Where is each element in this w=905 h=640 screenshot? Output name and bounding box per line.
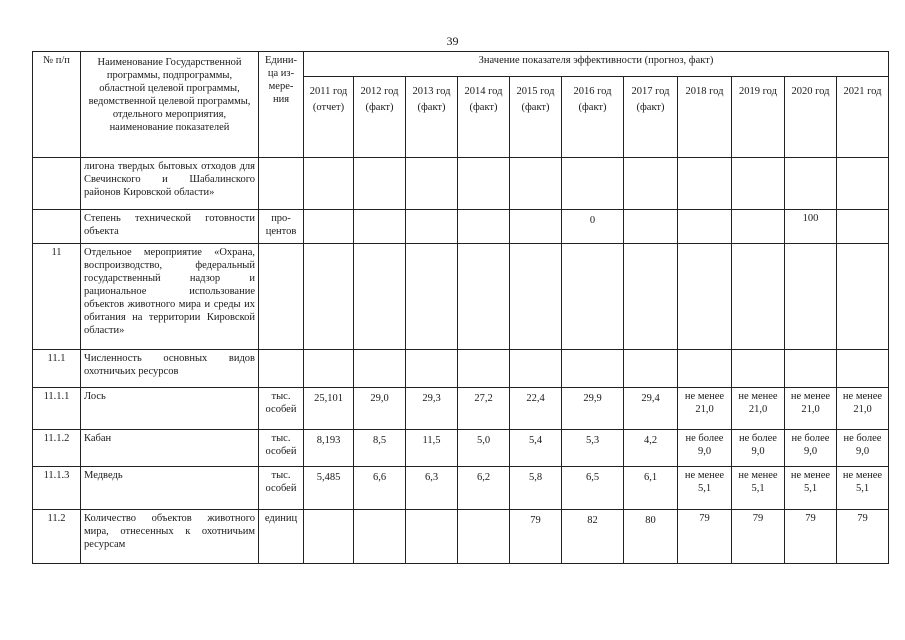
value-cell [510, 158, 562, 210]
header-year-note: (факт) [365, 102, 394, 113]
value-cell [562, 244, 624, 350]
row-unit: тыс. особей [259, 430, 304, 467]
value-cell: 79 [678, 510, 732, 564]
value-cell [624, 158, 678, 210]
value-cell [510, 244, 562, 350]
table-row [33, 158, 889, 210]
value-cell [837, 210, 889, 244]
table-row [33, 510, 889, 564]
value-cell [406, 510, 458, 564]
row-name: Степень технической готовности объекта [81, 210, 259, 244]
value-cell [354, 350, 406, 388]
value-cell: 79 [732, 510, 785, 564]
row-num: 11.1.2 [33, 430, 81, 467]
value-cell [458, 510, 510, 564]
value-cell [458, 210, 510, 244]
value-cell [304, 158, 354, 210]
value-cell [785, 158, 837, 210]
value-cell: 5,0 [458, 430, 510, 467]
value-cell: 6,3 [406, 467, 458, 510]
value-cell: 25,101 [304, 388, 354, 430]
value-cell: 22,4 [510, 388, 562, 430]
header-year-6 [624, 77, 678, 158]
header-year-label: 2011 год [309, 86, 348, 97]
value-cell [678, 350, 732, 388]
value-cell: не более 9,0 [837, 430, 889, 467]
value-cell: 6,5 [562, 467, 624, 510]
value-cell [304, 350, 354, 388]
value-cell [458, 158, 510, 210]
value-cell [678, 210, 732, 244]
header-year-note: (факт) [417, 102, 446, 113]
header-year-label: 2016 год [573, 86, 612, 97]
header-year-7 [678, 77, 732, 158]
row-unit: тыс. особей [259, 467, 304, 510]
value-cell: не более 9,0 [678, 430, 732, 467]
value-cell [624, 244, 678, 350]
header-year-5 [562, 77, 624, 158]
value-cell [732, 210, 785, 244]
value-cell: не более 9,0 [732, 430, 785, 467]
value-cell: 6,6 [354, 467, 406, 510]
value-cell [562, 350, 624, 388]
value-cell: не менее 21,0 [785, 388, 837, 430]
page-number: 39 [446, 34, 459, 48]
header-num: № п/п [33, 52, 81, 158]
row-num: 11.1.3 [33, 467, 81, 510]
value-cell: не менее 5,1 [732, 467, 785, 510]
value-cell: 82 [562, 510, 624, 564]
header-year-2 [406, 77, 458, 158]
efficiency-indicators-table [32, 51, 889, 564]
table-row [33, 388, 889, 430]
row-unit [259, 244, 304, 350]
value-cell [785, 244, 837, 350]
header-year-label: 2020 год [791, 86, 830, 97]
value-cell: 29,4 [624, 388, 678, 430]
table-row [33, 430, 889, 467]
value-cell: 5,485 [304, 467, 354, 510]
header-year-note: (факт) [578, 102, 607, 113]
table-row [33, 244, 889, 350]
value-cell: 79 [510, 510, 562, 564]
row-unit: тыс. особей [259, 388, 304, 430]
header-year-note: (факт) [636, 102, 665, 113]
value-cell [678, 158, 732, 210]
header-year-10 [837, 77, 889, 158]
value-cell [354, 210, 406, 244]
value-cell [458, 350, 510, 388]
header-year-label: 2013 год [412, 86, 451, 97]
value-cell: 0 [562, 210, 624, 244]
value-cell [406, 210, 458, 244]
value-cell [354, 244, 406, 350]
value-cell [732, 244, 785, 350]
header-year-label: 2019 год [739, 86, 777, 97]
value-cell [458, 244, 510, 350]
row-unit [259, 158, 304, 210]
header-year-label: 2014 год [464, 86, 503, 97]
header-year-label: 2015 год [516, 86, 555, 97]
header-year-label: 2017 год [631, 86, 670, 97]
row-name: Отдельное мероприятие «Охрана, воспроизводство, федеральный государственный надзор и рациональное использование объектов животного мира и среды их обитания на территории Кировской области» [81, 244, 259, 350]
header-year-8 [732, 77, 785, 158]
header-name: Наименование Государственной программы, подпрограммы, областной целевой программы, ведомственной целевой программы, отдельного мероприятия, наименование показателей [81, 52, 259, 158]
value-cell: не менее 5,1 [785, 467, 837, 510]
table-row [33, 210, 889, 244]
header-year-note: (отчет) [312, 102, 345, 113]
table-header [33, 52, 889, 158]
value-cell [354, 158, 406, 210]
value-cell [304, 244, 354, 350]
value-cell [732, 158, 785, 210]
value-cell: 27,2 [458, 388, 510, 430]
value-cell [304, 210, 354, 244]
value-cell [406, 350, 458, 388]
value-cell [678, 244, 732, 350]
value-cell: 11,5 [406, 430, 458, 467]
value-cell [837, 158, 889, 210]
value-cell: не более 9,0 [785, 430, 837, 467]
value-cell: 8,193 [304, 430, 354, 467]
value-cell: 5,8 [510, 467, 562, 510]
value-cell: 29,3 [406, 388, 458, 430]
header-year-label: 2012 год [360, 86, 399, 97]
value-cell [837, 244, 889, 350]
header-year-label: 2021 год [843, 86, 882, 97]
value-cell: не менее 5,1 [837, 467, 889, 510]
value-cell: 79 [785, 510, 837, 564]
value-cell: 29,9 [562, 388, 624, 430]
row-num: 11 [33, 244, 81, 350]
value-cell [624, 350, 678, 388]
value-cell: 6,1 [624, 467, 678, 510]
value-cell [406, 158, 458, 210]
value-cell: 6,2 [458, 467, 510, 510]
value-cell [785, 350, 837, 388]
header-year-1 [354, 77, 406, 158]
row-unit [259, 350, 304, 388]
row-num: 11.1.1 [33, 388, 81, 430]
value-cell: не менее 21,0 [837, 388, 889, 430]
row-name: Количество объектов животного мира, отнесенных к охотничьим ресурсам [81, 510, 259, 564]
value-cell: 80 [624, 510, 678, 564]
value-cell: не менее 5,1 [678, 467, 732, 510]
value-cell: 8,5 [354, 430, 406, 467]
row-name: Медведь [81, 467, 259, 510]
header-unit: Едини-ца из-мере-ния [259, 52, 304, 158]
value-cell [837, 350, 889, 388]
header-year-9 [785, 77, 837, 158]
header-year-label: 2018 год [685, 86, 724, 97]
value-cell [732, 350, 785, 388]
value-cell: 29,0 [354, 388, 406, 430]
row-num: 11.1 [33, 350, 81, 388]
value-cell: 5,3 [562, 430, 624, 467]
value-cell [304, 510, 354, 564]
value-cell [354, 510, 406, 564]
row-num: 11.2 [33, 510, 81, 564]
row-num [33, 210, 81, 244]
value-cell: не менее 21,0 [732, 388, 785, 430]
table-row [33, 350, 889, 388]
header-year-0 [304, 77, 354, 158]
value-cell: 79 [837, 510, 889, 564]
header-year-3 [458, 77, 510, 158]
row-name: лигона твердых бытовых отходов для Свечинского и Шабалинского районов Кировской области» [81, 158, 259, 210]
header-year-note: (факт) [521, 102, 550, 113]
value-cell [510, 210, 562, 244]
row-unit: единиц [259, 510, 304, 564]
header-values-group: Значение показателя эффективности (прогноз, факт) [304, 52, 889, 77]
header-year-note: (факт) [469, 102, 498, 113]
row-name: Численность основных видов охотничьих ресурсов [81, 350, 259, 388]
header-year-4 [510, 77, 562, 158]
table-body [33, 158, 889, 564]
value-cell [406, 244, 458, 350]
value-cell [562, 158, 624, 210]
row-unit: про-центов [259, 210, 304, 244]
value-cell: 5,4 [510, 430, 562, 467]
row-num [33, 158, 81, 210]
row-name: Лось [81, 388, 259, 430]
value-cell: 100 [785, 210, 837, 244]
table-row [33, 467, 889, 510]
value-cell [624, 210, 678, 244]
row-name: Кабан [81, 430, 259, 467]
value-cell: 4,2 [624, 430, 678, 467]
value-cell: не менее 21,0 [678, 388, 732, 430]
value-cell [510, 350, 562, 388]
